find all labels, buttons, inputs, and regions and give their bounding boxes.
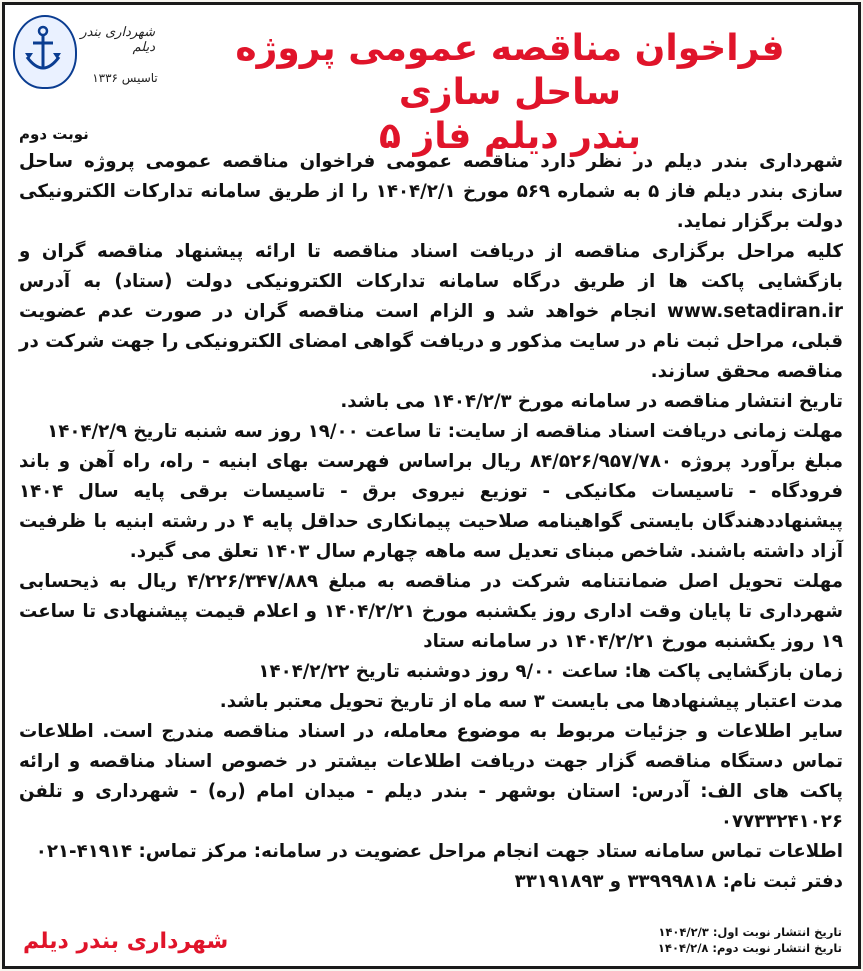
municipality-name: شهرداری بندر دیلم [80, 25, 155, 55]
paragraph-contact: سایر اطلاعات و جزئیات مربوط به موضوع معامله، در اسناد مناقصه مندرج است. اطلاعات تماس دستگاه مناقصه گزار جهت دریافت اطلاعات بیشتر در خصوص اسناد مناقصه و ارائه پاکت های الف: آدرس: استان بوشهر - بندر دیلم - میدان امام (ره) - شهرداری و تلفن ۰۷۷۳۳۲۴۱۰۲۶ [19, 721, 843, 832]
paragraph-opening: زمان بازگشایی پاکت ها: ساعت ۹/۰۰ روز دوشنبه تاریخ ۱۴۰۴/۲/۲۲ [258, 661, 843, 682]
paragraph-validity: مدت اعتبار پیشنهادها می بایست ۳ سه ماه از تاریخ تحویل معتبر باشد. [219, 691, 843, 712]
first-publication-date: تاریخ انتشار نوبت اول: ۱۴۰۴/۲/۳ [658, 925, 842, 939]
notice-title [210, 27, 810, 159]
paragraph-registration: دفتر ثبت نام: ۳۳۹۹۹۸۱۸ و ۳۳۱۹۱۸۹۳ [514, 871, 843, 892]
title-line-1: فراخوان مناقصه عمومی پروژه ساحل سازی [235, 28, 785, 113]
round-label: نوبت دوم [19, 125, 89, 143]
paragraph-guarantee: مهلت تحویل اصل ضمانتنامه شرکت در مناقصه به مبلغ ۴/۲۲۶/۳۴۷/۸۸۹ ریال به ذیحسابی شهرداری تا پایان وقت اداری روز یکشنبه مورخ ۱۴۰۴/۲/۲۱ و اعلام قیمت پیشنهادی تا ساعت ۱۹ روز یکشنبه مورخ ۱۴۰۴/۲/۲۱ در سامانه ستاد [19, 571, 843, 652]
publication-dates [542, 924, 842, 956]
establishment-year: تاسیس ۱۳۳۶ [92, 71, 158, 85]
tender-notice [2, 2, 861, 969]
paragraph-setad-contact: اطلاعات تماس سامانه ستاد جهت انجام مراحل عضویت در سامانه: مرکز تماس: ۴۱۹۱۴-۰۲۱ [35, 841, 843, 862]
signature: شهرداری بندر دیلم [23, 929, 229, 954]
paragraph-process: کلیه مراحل برگزاری مناقصه از دریافت اسناد مناقصه تا ارائه پیشنهاد مناقصه گران و بازگشایی پاکت ها از طریق درگاه سامانه تدارکات الکترونیکی دولت (ستاد) به آدرس www.setadiran.ir انجام خواهد شد و الزام است مناقصه گران در صورت عدم عضویت قبلی، مراحل ثبت نام در سایت مذکور و دریافت گواهی امضای الکترونیکی را جهت شرکت در مناقصه محقق سازند. [19, 241, 843, 382]
paragraph-publish-date: تاریخ انتشار مناقصه در سامانه مورخ ۱۴۰۴/۲/۳ می باشد. [340, 391, 843, 412]
second-publication-date: تاریخ انتشار نوبت دوم: ۱۴۰۴/۲/۸ [657, 941, 842, 955]
title-line-2: بندر دیلم فاز ۵ [378, 116, 642, 157]
notice-body [19, 147, 843, 897]
paragraph-document-deadline: مهلت زمانی دریافت اسناد مناقصه از سایت: تا ساعت ۱۹/۰۰ روز سه شنبه تاریخ ۱۴۰۴/۲/۹ [47, 421, 843, 442]
paragraph-intro: شهرداری بندر دیلم در نظر دارد مناقصه عمومی فراخوان مناقصه عمومی پروژه ساحل سازی بندر دیلم فاز ۵ به شماره ۵۶۹ مورخ ۱۴۰۴/۲/۱ را از طریق سامانه تدارکات الکترونیکی دولت برگزار نماید. [19, 151, 844, 232]
paragraph-estimate: مبلغ برآورد پروژه ۸۴/۵۲۶/۹۵۷/۷۸۰ ریال براساس فهرست بهای ابنیه - راه، راه آهن و باند فرودگاه - تاسیسات مکانیکی - توزیع نیروی برق - تاسیسات برقی پایه سال ۱۴۰۴ پیشنهاددهندگان بایستی گواهینامه صلاحیت پیمانکاری حداقل پایه ۴ در رشته ابنیه با ظرفیت آزاد داشته باشند. شاخص مبنای تعدیل سه ماهه چهارم سال ۱۴۰۳ تعلق می گیرد. [19, 451, 844, 562]
municipality-logo [13, 15, 77, 89]
anchor-icon [23, 23, 63, 77]
